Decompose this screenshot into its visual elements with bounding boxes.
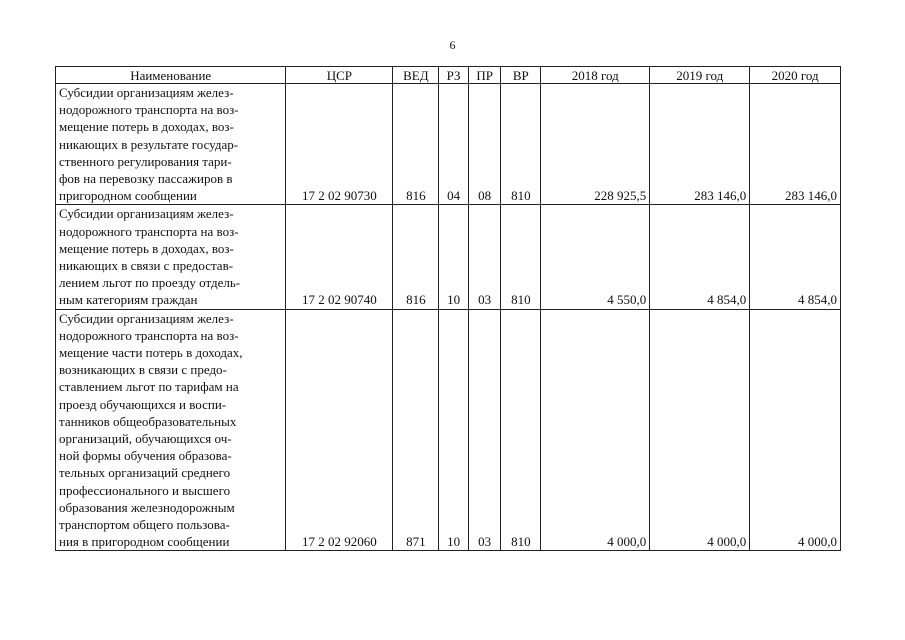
row-2019: 4 854,0: [650, 205, 750, 309]
table-row: [56, 84, 841, 205]
row-2019: 283 146,0: [650, 84, 750, 205]
budget-table: [55, 66, 841, 551]
row-pr: 03: [468, 205, 501, 309]
header-name: Наименование: [56, 67, 286, 84]
page-number: 6: [449, 38, 456, 52]
header-2019: 2019 год: [650, 67, 750, 84]
table-row: [56, 309, 841, 551]
row-2019: 4 000,0: [650, 309, 750, 551]
header-rz: РЗ: [439, 67, 469, 84]
row-ved: 816: [393, 84, 439, 205]
row-csr: 17 2 02 90730: [286, 84, 393, 205]
header-vr: ВР: [501, 67, 541, 84]
row-name: Субсидии организациям желез- нодорожного транспорта на воз- мещение части потерь в доходах, возникающих в связи с предо- ставлением льгот по тарифам на проезд обучающихся и воспи- танников общеобразовательных организаций, обучающихся оч- ной формы обучения образова- тельных организаций среднего профессионального и высшего образования железнодорожным транспортом общего пользова- ния в пригородном сообщении: [56, 309, 286, 551]
row-rz: 10: [439, 309, 469, 551]
row-pr: 03: [468, 309, 501, 551]
row-ved: 816: [393, 205, 439, 309]
row-2018: 4 550,0: [541, 205, 650, 309]
row-rz: 10: [439, 205, 469, 309]
row-pr: 08: [468, 84, 501, 205]
row-2020: 283 146,0: [750, 84, 841, 205]
row-vr: 810: [501, 205, 541, 309]
row-vr: 810: [501, 84, 541, 205]
table-row: [56, 205, 841, 309]
row-vr: 810: [501, 309, 541, 551]
row-csr: 17 2 02 90740: [286, 205, 393, 309]
row-ved: 871: [393, 309, 439, 551]
header-2018: 2018 год: [541, 67, 650, 84]
header-pr: ПР: [468, 67, 501, 84]
header-row: [56, 67, 841, 84]
row-rz: 04: [439, 84, 469, 205]
row-2018: 228 925,5: [541, 84, 650, 205]
header-csr: ЦСР: [286, 67, 393, 84]
row-name: Субсидии организациям желез- нодорожного транспорта на воз- мещение потерь в доходах, воз- никающих в связи с предостав- лением льгот по проезду отдель- ным категориям граждан: [56, 205, 286, 309]
header-ved: ВЕД: [393, 67, 439, 84]
row-2020: 4 000,0: [750, 309, 841, 551]
row-csr: 17 2 02 92060: [286, 309, 393, 551]
row-2020: 4 854,0: [750, 205, 841, 309]
row-name: Субсидии организациям желез- нодорожного транспорта на воз- мещение потерь в доходах, воз- никающих в результате государ- ственного регулирования тари- фов на перевозку пассажиров в пригородном сообщении: [56, 84, 286, 205]
row-2018: 4 000,0: [541, 309, 650, 551]
header-2020: 2020 год: [750, 67, 841, 84]
